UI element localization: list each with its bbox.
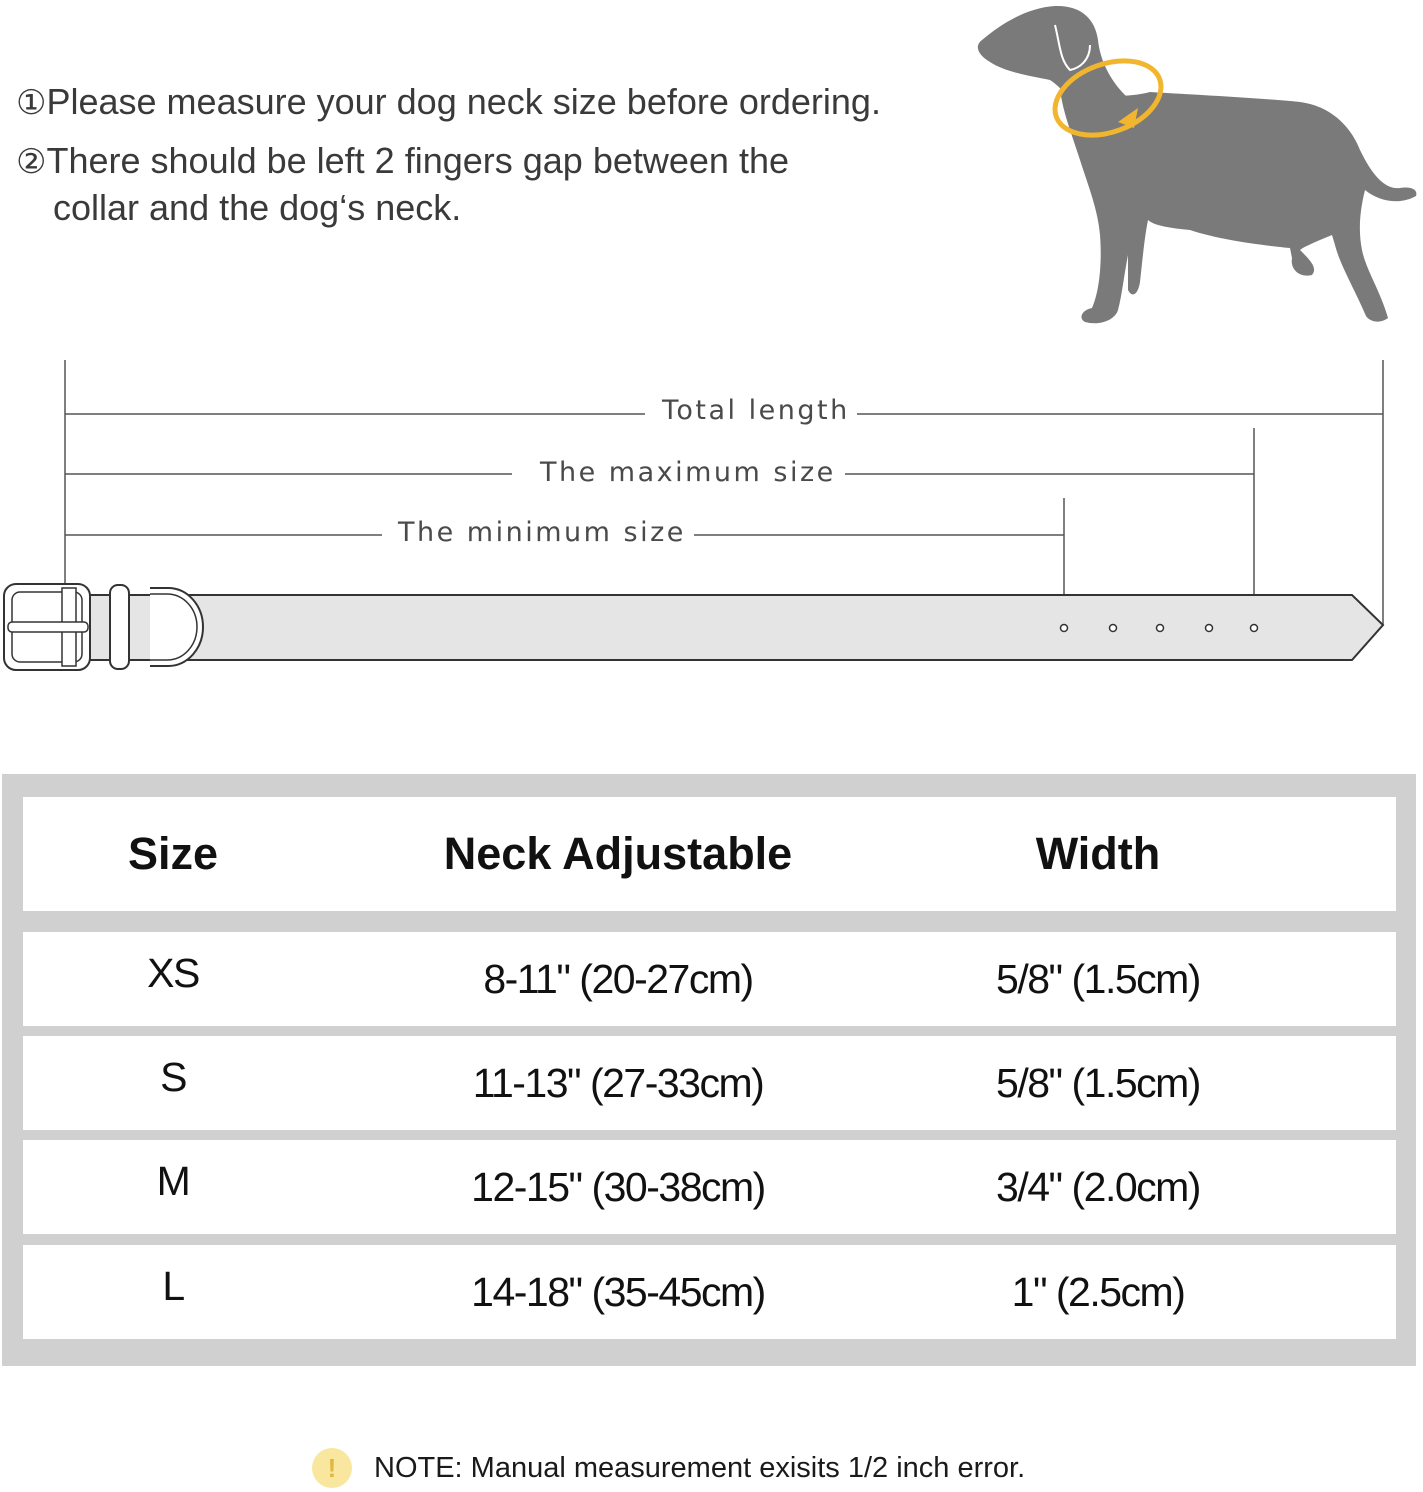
neck-cell: 8-11" (20-27cm) (483, 955, 753, 1002)
collar-strap (60, 595, 1383, 660)
size-cell: M (156, 1157, 190, 1204)
width-cell: 1" (2.5cm) (1011, 1268, 1185, 1315)
note (312, 1444, 1025, 1492)
size-table (2, 774, 1416, 1366)
instruction-step-1 (16, 80, 966, 125)
width-cell: 5/8" (1.5cm) (996, 955, 1200, 1002)
size-cell: L (162, 1262, 184, 1309)
step-2-marker: ② (16, 142, 47, 182)
minimum-size-label: The minimum size (398, 517, 686, 548)
collar-diagram (0, 355, 1423, 685)
step-1-marker: ① (16, 83, 47, 123)
table-row (23, 1036, 1396, 1130)
table-row (23, 1245, 1396, 1339)
warning-icon: ! (312, 1448, 352, 1488)
total-length-label: Total length (662, 395, 850, 426)
collar-hole (1110, 625, 1117, 632)
collar-hole (1157, 625, 1164, 632)
step-2-text: There should be left 2 fingers gap between the (46, 140, 789, 181)
collar-hole (1206, 625, 1213, 632)
instructions (16, 80, 966, 230)
table-header-row (23, 797, 1396, 911)
header-neck-adjustable: Neck Adjustable (443, 828, 793, 879)
header-size: Size (127, 828, 219, 879)
step-1-text: Please measure your dog neck size before ordering. (46, 81, 881, 122)
size-cell: XS (147, 949, 199, 996)
collar-hole (1061, 625, 1068, 632)
header-width: Width (1035, 828, 1161, 879)
collar-hole (1251, 625, 1258, 632)
buckle-tongue (8, 622, 88, 632)
table-row (23, 932, 1396, 1026)
maximum-size-label: The maximum size (540, 457, 836, 488)
width-cell: 5/8" (1.5cm) (996, 1059, 1200, 1106)
neck-cell: 11-13" (27-33cm) (472, 1059, 764, 1106)
neck-cell: 14-18" (35-45cm) (471, 1268, 765, 1315)
keeper-loop (110, 585, 129, 669)
neck-cell: 12-15" (30-38cm) (471, 1163, 765, 1210)
step-2-continuation: collar and the dog‘s neck. (53, 187, 462, 228)
width-cell: 3/4" (2.0cm) (996, 1163, 1200, 1210)
note-text: NOTE: Manual measurement exisits 1/2 inch error. (374, 1451, 1026, 1484)
instruction-step-2 (16, 139, 966, 184)
size-cell: S (160, 1053, 186, 1100)
dog-silhouette-icon (960, 0, 1423, 340)
table-row (23, 1140, 1396, 1234)
